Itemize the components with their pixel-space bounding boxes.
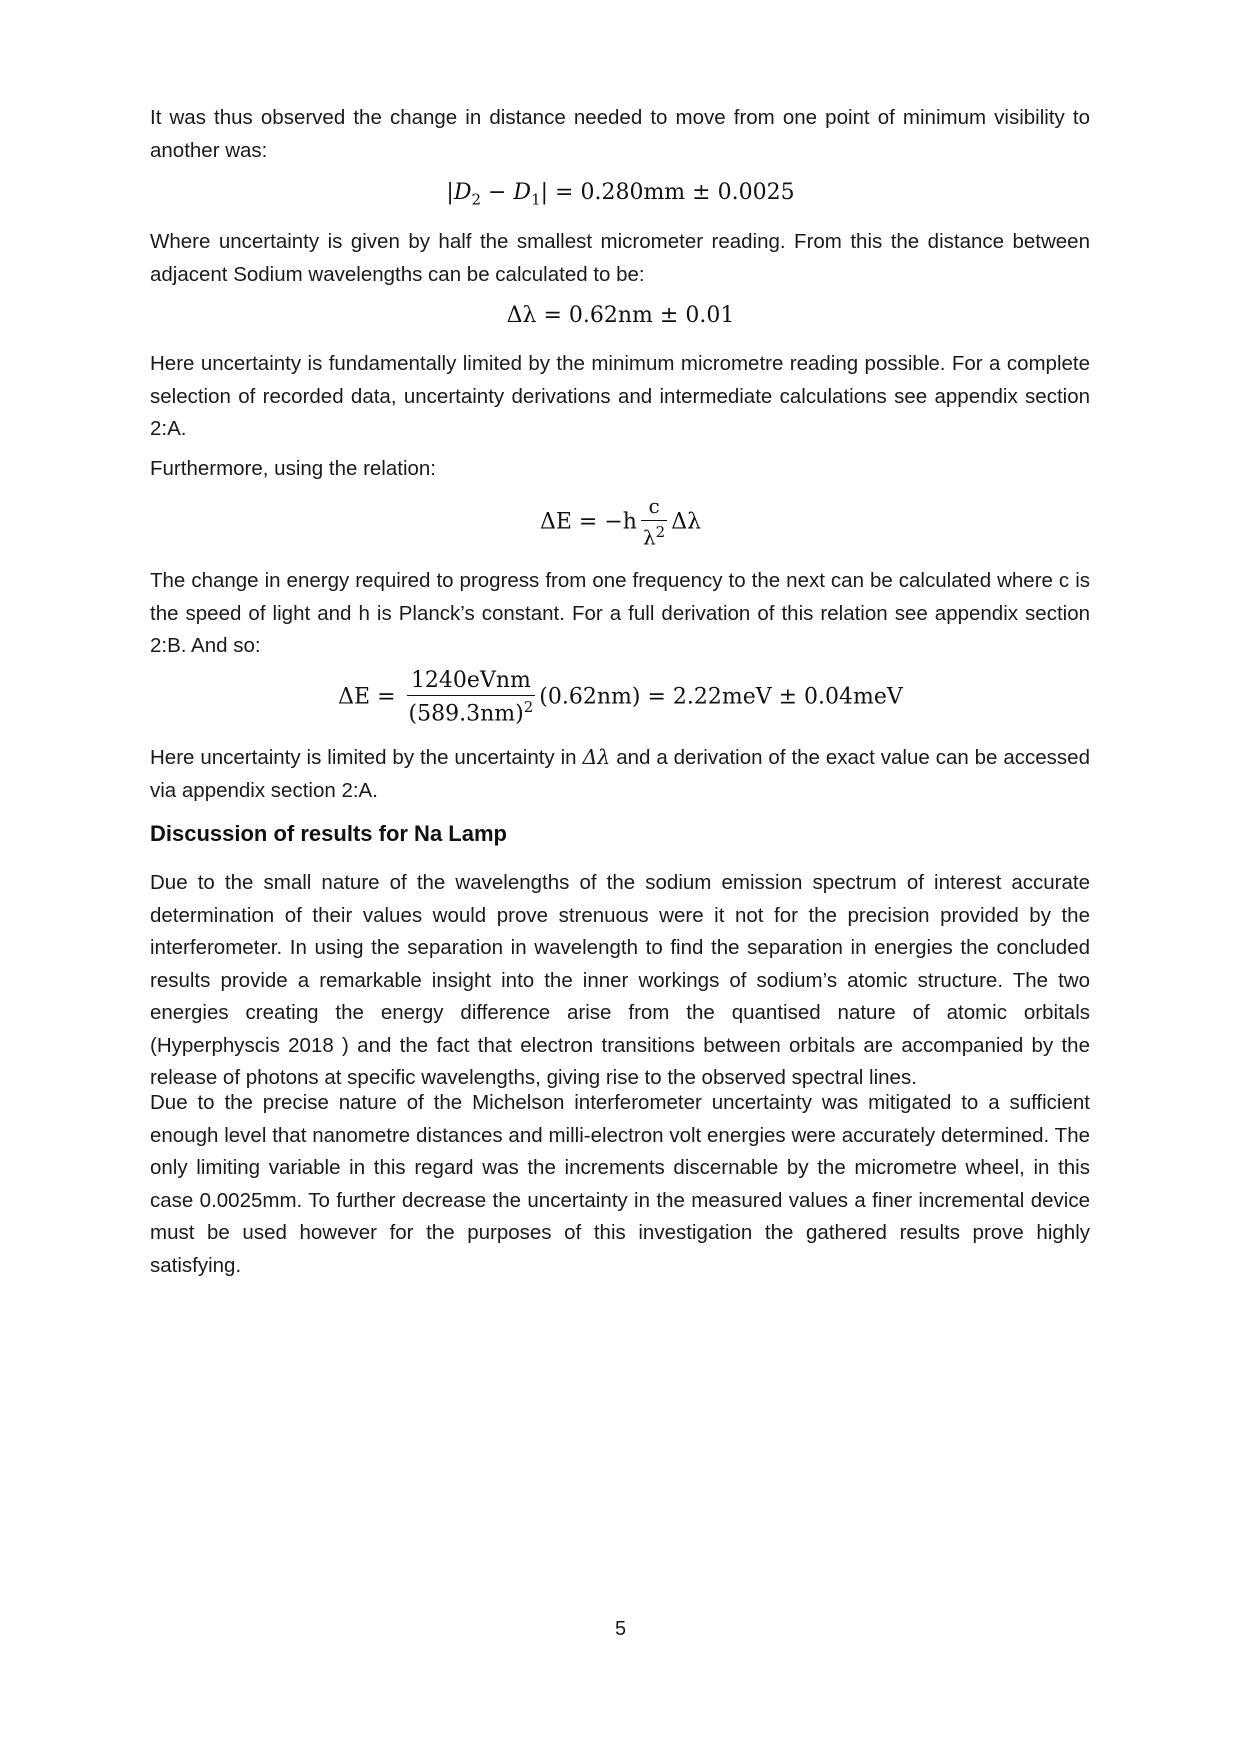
eq1-sub-2: 2 — [471, 190, 482, 209]
eq4-den-base: (589.3nm) — [408, 701, 524, 727]
equation-energy-relation — [0, 494, 1241, 550]
eq3-tail: Δλ — [671, 509, 702, 535]
paragraph-uncertainty-half-reading: Where uncertainty is given by half the smallest micrometer reading. From this the distance between adjacent Sodium wavelengths can be calculated to be: — [150, 230, 1090, 286]
eq4-den-sup: 2 — [523, 698, 534, 716]
eq3-numerator: c — [641, 494, 667, 521]
eq1-lhs-open: |D — [446, 180, 472, 205]
eq4-rhs: (0.62nm) = 2.22meV ± 0.04meV — [539, 684, 903, 710]
eq3-denominator — [641, 521, 667, 550]
paragraph-energy-change: The change in energy required to progress from one frequency to the next can be calculated where c is the speed of light and h is Planck’s constant. For a full derivation of this relation see appendix section 2:B. And so: — [150, 569, 1090, 657]
paragraph-observation: It was thus observed the change in distance needed to move from one point of minimum visibility to another was: — [150, 106, 1090, 162]
eq4-denominator — [407, 696, 536, 726]
eq1-lhs-close: | — [540, 180, 549, 205]
paragraph-relation-intro: Furthermore, using the relation: — [150, 457, 436, 480]
section-heading: Discussion of results for Na Lamp — [150, 821, 507, 846]
eq4-lhs: ΔE = — [338, 684, 403, 710]
paragraph-discussion-2: Due to the precise nature of the Michelson interferometer uncertainty was mitigated to a sufficient enough level that nanometre distances and milli-electron volt energies were accurately determined. The only limiting variable in this regard was the increments discernable by the micrometre wheel, in this case 0.0025mm. To further decrease the uncertainty in the measured values a finer incremental device must be used however for the purposes of this investigation the gathered results prove highly satisfying. — [150, 1091, 1090, 1277]
p6-inline-math: Δλ — [582, 745, 611, 769]
eq4-numerator: 1240eVnm — [407, 668, 536, 696]
p6-text-after: and a derivation of the exact value can be accessed via appendix section 2:A. — [150, 746, 1090, 802]
p6-text-before: Here uncertainty is limited by the uncertainty in — [150, 746, 577, 769]
eq1-sub-1: 1 — [531, 190, 541, 209]
equation-energy-value — [0, 668, 1241, 726]
eq3-lhs: ΔE = −h — [539, 509, 637, 535]
paragraph-uncertainty-limit: Here uncertainty is fundamentally limited by the minimum micrometre reading possible. For a complete selection of recorded data, uncertainty derivations and intermediate calculations see appendix section 2:A. — [150, 352, 1090, 440]
eq1-rhs: = 0.280mm ± 0.0025 — [548, 180, 795, 205]
eq4-fraction — [407, 668, 536, 726]
eq3-fraction — [641, 494, 667, 550]
eq2-text: Δλ = 0.62nm ± 0.01 — [506, 303, 735, 328]
page-number: 5 — [614, 1618, 627, 1640]
paragraph-uncertainty-delta-lambda — [150, 741, 1090, 807]
equation-wavelength-difference — [0, 303, 1241, 328]
paragraph-discussion-1: Due to the small nature of the wavelengths of the sodium emission spectrum of interest accurate determination of their values would prove strenuous were it not for the precision provided by the interferometer. In using the separation in wavelength to find the separation in energies the concluded results provide a remarkable insight into the inner workings of sodium’s atomic structure. The two energies creating the energy difference arise from the quantised nature of atomic orbitals (Hyperphyscis 2018 ) and the fact that electron transitions between orbitals are accompanied by the release of photons at specific wavelengths, giving rise to the observed spectral lines. — [150, 871, 1090, 1089]
eq1-minus: − D — [481, 180, 532, 205]
eq3-den-base: λ — [642, 525, 656, 550]
eq3-den-sup: 2 — [655, 523, 666, 541]
equation-distance-change — [0, 180, 1241, 208]
